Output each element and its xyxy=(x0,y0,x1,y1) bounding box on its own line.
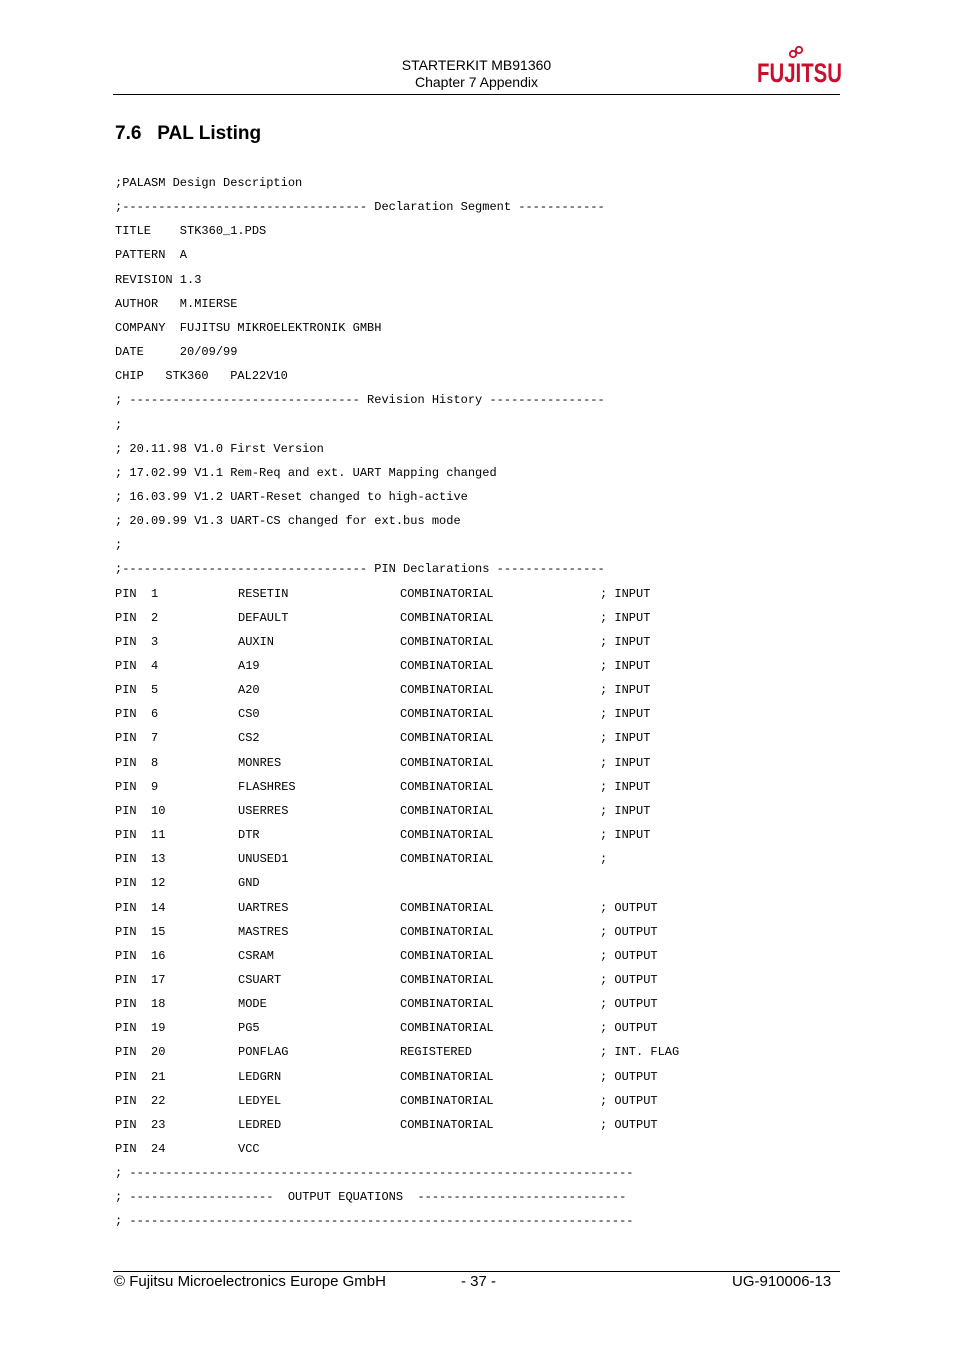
pin-number: PIN 9 xyxy=(115,780,159,794)
pin-number: PIN 14 xyxy=(115,901,166,915)
section-number: 7.6 xyxy=(115,123,142,144)
pin-name: CSUART xyxy=(238,973,282,987)
code-line: ; 20.09.99 V1.3 UART-CS changed for ext.bus mode xyxy=(115,514,461,528)
code-line: ; ---------------------------------------------------------------------- xyxy=(115,1214,634,1228)
pin-name: CSRAM xyxy=(238,949,275,963)
pin-type: COMBINATORIAL xyxy=(400,731,494,745)
code-line: AUTHOR M.MIERSE xyxy=(115,297,238,311)
pin-type: COMBINATORIAL xyxy=(400,683,494,697)
pin-number: PIN 2 xyxy=(115,611,159,625)
pin-comment: ; INPUT xyxy=(600,659,651,673)
pin-name: PG5 xyxy=(238,1021,260,1035)
pin-comment: ; INPUT xyxy=(600,683,651,697)
pin-comment: ; OUTPUT xyxy=(600,1118,658,1132)
pin-number: PIN 13 xyxy=(115,852,166,866)
pin-number: PIN 20 xyxy=(115,1045,166,1059)
pin-type: COMBINATORIAL xyxy=(400,901,494,915)
pin-name: CS0 xyxy=(238,707,260,721)
pin-number: PIN 24 xyxy=(115,1142,166,1156)
pin-type: COMBINATORIAL xyxy=(400,852,494,866)
pin-name: VCC xyxy=(238,1142,260,1156)
pin-comment: ; OUTPUT xyxy=(600,901,658,915)
code-line: ; -------------------------------- Revision History ---------------- xyxy=(115,393,605,407)
pin-number: PIN 7 xyxy=(115,731,159,745)
code-line: ; 16.03.99 V1.2 UART-Reset changed to high-active xyxy=(115,490,468,504)
pin-number: PIN 5 xyxy=(115,683,159,697)
pin-name: USERRES xyxy=(238,804,289,818)
pin-comment: ; INPUT xyxy=(600,780,651,794)
pin-type: COMBINATORIAL xyxy=(400,804,494,818)
pin-comment: ; OUTPUT xyxy=(600,1021,658,1035)
pin-type: COMBINATORIAL xyxy=(400,1118,494,1132)
pin-comment: ; OUTPUT xyxy=(600,1070,658,1084)
pin-comment: ; OUTPUT xyxy=(600,949,658,963)
header-subtitle: Chapter 7 Appendix xyxy=(415,74,538,90)
pin-comment: ; INPUT xyxy=(600,804,651,818)
pin-name: DTR xyxy=(238,828,260,842)
pin-type: COMBINATORIAL xyxy=(400,828,494,842)
pin-type: COMBINATORIAL xyxy=(400,659,494,673)
pin-name: LEDGRN xyxy=(238,1070,282,1084)
pin-number: PIN 23 xyxy=(115,1118,166,1132)
code-line: ; -------------------- OUTPUT EQUATIONS ----------------------------- xyxy=(115,1190,627,1204)
pin-number: PIN 10 xyxy=(115,804,166,818)
page-header xyxy=(113,56,840,95)
pin-type: COMBINATORIAL xyxy=(400,1094,494,1108)
pin-name: UARTRES xyxy=(238,901,289,915)
pin-comment: ; INPUT xyxy=(600,611,651,625)
pin-comment: ; xyxy=(600,852,608,866)
pin-type: COMBINATORIAL xyxy=(400,925,494,939)
pin-number: PIN 17 xyxy=(115,973,166,987)
code-line: ; 20.11.98 V1.0 First Version xyxy=(115,442,324,456)
pin-number: PIN 15 xyxy=(115,925,166,939)
code-line: COMPANY FUJITSU MIKROELEKTRONIK GMBH xyxy=(115,321,382,335)
svg-text:FUJITSU: FUJITSU xyxy=(757,58,842,88)
pin-type: COMBINATORIAL xyxy=(400,973,494,987)
pin-name: LEDYEL xyxy=(238,1094,282,1108)
pin-name: A20 xyxy=(238,683,260,697)
pin-comment: ; OUTPUT xyxy=(600,973,658,987)
pin-name: LEDRED xyxy=(238,1118,282,1132)
pin-type: COMBINATORIAL xyxy=(400,949,494,963)
pin-comment: ; INPUT xyxy=(600,756,651,770)
pin-name: AUXIN xyxy=(238,635,275,649)
pin-comment: ; INPUT xyxy=(600,828,651,842)
pin-type: COMBINATORIAL xyxy=(400,1070,494,1084)
pin-number: PIN 19 xyxy=(115,1021,166,1035)
pin-type: COMBINATORIAL xyxy=(400,1021,494,1035)
code-line: ; ---------------------------------------------------------------------- xyxy=(115,1166,634,1180)
pin-name: MODE xyxy=(238,997,267,1011)
pin-name: GND xyxy=(238,876,260,890)
pin-comment: ; OUTPUT xyxy=(600,997,658,1011)
code-line: ; 17.02.99 V1.1 Rem-Req and ext. UART Mapping changed xyxy=(115,466,497,480)
fujitsu-logo xyxy=(756,44,844,90)
code-line: ;PALASM Design Description xyxy=(115,176,303,190)
pin-name: UNUSED1 xyxy=(238,852,289,866)
pin-name: DEFAULT xyxy=(238,611,289,625)
footer-rule xyxy=(113,1271,840,1272)
code-line: ; xyxy=(115,418,123,432)
section-heading xyxy=(115,123,261,145)
pin-type: COMBINATORIAL xyxy=(400,635,494,649)
pin-type: COMBINATORIAL xyxy=(400,587,494,601)
pin-comment: ; INPUT xyxy=(600,731,651,745)
header-title: STARTERKIT MB91360 xyxy=(401,57,552,73)
pin-name: RESETIN xyxy=(238,587,289,601)
pin-name: MONRES xyxy=(238,756,282,770)
pin-name: MASTRES xyxy=(238,925,289,939)
code-line: REVISION 1.3 xyxy=(115,273,202,287)
code-line: TITLE STK360_1.PDS xyxy=(115,224,267,238)
code-line: CHIP STK360 PAL22V10 xyxy=(115,369,288,383)
pin-comment: ; INPUT xyxy=(600,707,651,721)
pin-type: REGISTERED xyxy=(400,1045,473,1059)
code-line: DATE 20/09/99 xyxy=(115,345,238,359)
pin-name: PONFLAG xyxy=(238,1045,289,1059)
pin-comment: ; OUTPUT xyxy=(600,925,658,939)
code-line: ; xyxy=(115,538,123,552)
pin-number: PIN 6 xyxy=(115,707,159,721)
footer-page-number: - 37 - xyxy=(461,1273,497,1290)
pin-number: PIN 16 xyxy=(115,949,166,963)
code-line: ;---------------------------------- PIN Declarations --------------- xyxy=(115,562,605,576)
pin-number: PIN 12 xyxy=(115,876,166,890)
pin-comment: ; INPUT xyxy=(600,587,651,601)
pin-number: PIN 11 xyxy=(115,828,166,842)
pin-number: PIN 4 xyxy=(115,659,159,673)
pin-type: COMBINATORIAL xyxy=(400,756,494,770)
pin-type: COMBINATORIAL xyxy=(400,611,494,625)
pin-name: FLASHRES xyxy=(238,780,296,794)
code-line: ;---------------------------------- Declaration Segment ------------ xyxy=(115,200,605,214)
section-title: PAL Listing xyxy=(157,123,262,144)
pin-comment: ; INPUT xyxy=(600,635,651,649)
pin-number: PIN 3 xyxy=(115,635,159,649)
pin-name: CS2 xyxy=(238,731,260,745)
code-line: PATTERN A xyxy=(115,248,188,262)
pin-number: PIN 8 xyxy=(115,756,159,770)
pin-type: COMBINATORIAL xyxy=(400,997,494,1011)
footer-doc-id: UG-910006-13 xyxy=(732,1273,832,1290)
pin-name: A19 xyxy=(238,659,260,673)
pin-number: PIN 1 xyxy=(115,587,159,601)
pin-number: PIN 22 xyxy=(115,1094,166,1108)
pin-comment: ; INT. FLAG xyxy=(600,1045,680,1059)
pin-type: COMBINATORIAL xyxy=(400,780,494,794)
pin-type: COMBINATORIAL xyxy=(400,707,494,721)
pin-comment: ; OUTPUT xyxy=(600,1094,658,1108)
pin-number: PIN 21 xyxy=(115,1070,166,1084)
footer-copyright: © Fujitsu Microelectronics Europe GmbH xyxy=(114,1273,386,1290)
pin-number: PIN 18 xyxy=(115,997,166,1011)
